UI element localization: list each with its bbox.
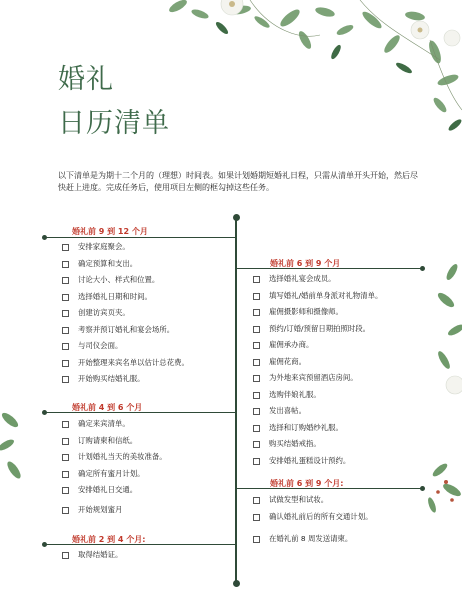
checkbox[interactable] — [62, 244, 69, 251]
checkbox[interactable] — [62, 421, 69, 428]
section-connector-dot — [420, 266, 425, 271]
checkbox[interactable] — [62, 471, 69, 478]
checkbox[interactable] — [62, 277, 69, 284]
page-title-line2: 日历清单 — [58, 108, 170, 139]
checkbox[interactable] — [253, 309, 260, 316]
section-connector-line — [45, 237, 235, 238]
checkbox[interactable] — [253, 458, 260, 465]
timeline-bottom-dot — [233, 580, 240, 587]
checkbox[interactable] — [62, 438, 69, 445]
checkbox[interactable] — [253, 392, 260, 399]
checkbox[interactable] — [62, 327, 69, 334]
checkbox[interactable] — [253, 408, 260, 415]
checkbox[interactable] — [62, 487, 69, 494]
checkbox[interactable] — [62, 376, 69, 383]
checkbox[interactable] — [62, 454, 69, 461]
checkbox[interactable] — [62, 310, 69, 317]
checkbox[interactable] — [253, 342, 260, 349]
checkbox[interactable] — [253, 514, 260, 521]
checkbox[interactable] — [253, 375, 260, 382]
timeline-top-dot — [233, 214, 240, 221]
checkbox[interactable] — [253, 276, 260, 283]
page: 婚礼 日历清单 以下清单是为期十二个月的（理想）时间表。如果计划婚期短婚礼日程，只需从清单开头开始，然后尽快赶上进度。完成任务后，使用项目左侧的框勾掉这些任务。 婚礼前 9 到 12 个月 安排家庭聚会。 确定预算和支出。 讨论大小、样式和位置。 选择婚礼日期和时间。 创建访宾页夹。 考察并预订婚礼和宴会场所。 与司仪会面。 开始整理来宾名单以估计总花费。 开始购买结婚礼服。 婚礼前 4 到 6 个月 确定来宾清单。 订购请柬和信纸。 计划婚礼当天的美妆准备。 确定所有蜜月计划。 安排婚礼日交通。 开始规划蜜月 婚礼前 2 到 4 个月: 取得结婚证。 婚礼前 6 到 9 个月 选择婚礼宴会成员。 填写婚礼/婚前单身派对礼物清单。 雇佣摄影师和摄像师。 预约/订婚/预留日期拍照时段。 雇佣承办商。 雇佣花商。 为外地来宾预留酒店房间。 选购伴娘礼服。 发出喜帖。 选择和订购婚纱礼服。 购买结婚戒指。 安排婚礼蛋糕设计预约。 婚礼前 6 到 9 个月: 试做发型和试妆。 确认婚礼前后的所有交通计划。 在婚礼前 8 周发送请柬。 — [0, 0, 462, 600]
section-title-2-4: 婚礼前 2 到 4 个月: — [72, 535, 146, 544]
checkbox[interactable] — [62, 343, 69, 350]
checkbox[interactable] — [253, 293, 260, 300]
section-title-9-12: 婚礼前 9 到 12 个月 — [72, 227, 148, 236]
checkbox[interactable] — [62, 294, 69, 301]
checkbox[interactable] — [62, 261, 69, 268]
timeline-axis — [235, 218, 237, 583]
section-title-6-9-b: 婚礼前 6 到 9 个月: — [270, 479, 344, 488]
checkbox[interactable] — [253, 425, 260, 432]
checkbox[interactable] — [253, 326, 260, 333]
checkbox[interactable] — [253, 441, 260, 448]
checkbox[interactable] — [62, 360, 69, 367]
checkbox[interactable] — [253, 536, 260, 543]
checkbox[interactable] — [62, 552, 69, 559]
section-title-4-6: 婚礼前 4 到 6 个月 — [72, 403, 143, 412]
page-title-line1: 婚礼 — [58, 64, 114, 95]
checkbox[interactable] — [253, 359, 260, 366]
section-title-6-9: 婚礼前 6 到 9 个月 — [270, 259, 341, 268]
section-connector-dot — [420, 486, 425, 491]
checkbox[interactable] — [62, 507, 69, 514]
checkbox[interactable] — [253, 497, 260, 504]
intro-paragraph: 以下清单是为期十二个月的（理想）时间表。如果计划婚期短婚礼日程，只需从清单开头开始，然后尽快赶上进度。完成任务后，使用项目左侧的框勾掉这些任务。 — [58, 171, 418, 192]
